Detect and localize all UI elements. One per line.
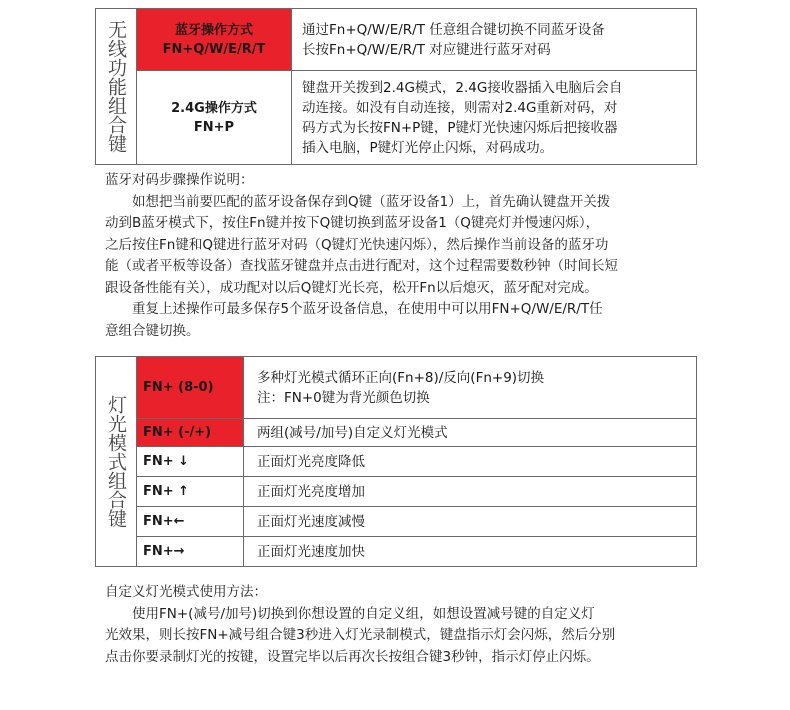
desc-line: 键盘开关拨到2.4G模式，2.4G接收器插入电脑后会自 bbox=[302, 79, 623, 96]
bluetooth-steps-section bbox=[105, 170, 695, 342]
light-desc-cell bbox=[244, 447, 697, 477]
light-desc-line: 正面灯光速度加快 bbox=[257, 543, 365, 560]
light-desc-line: 多种灯光模式循环正向(Fn+8)/反向(Fn+9)切换 bbox=[257, 369, 545, 386]
light-desc-cell bbox=[244, 507, 697, 537]
light-desc-cell bbox=[244, 357, 697, 419]
custom-light-line: 使用FN+(减号/加号)切换到你想设置的自定义组，如想设置减号键的自定义灯 bbox=[132, 605, 595, 622]
light-desc-line: 正面灯光亮度降低 bbox=[257, 453, 365, 470]
light-key-cell bbox=[137, 357, 244, 419]
light-keys-table bbox=[95, 356, 697, 567]
custom-light-section bbox=[105, 582, 695, 668]
bluetooth-steps-line: 意组合键切换。 bbox=[105, 322, 200, 339]
light-key-cell bbox=[137, 537, 244, 567]
light-key-cell bbox=[137, 419, 244, 447]
bluetooth-mode-key-cell bbox=[137, 9, 292, 71]
desc-line: 长按Fn+Q/W/E/R/T 对应键进行蓝牙对码 bbox=[302, 41, 551, 58]
light-desc-line: 两组(减号/加号)自定义灯光模式 bbox=[257, 424, 448, 441]
wireless-side-title: 无线功能组合键 bbox=[105, 20, 127, 153]
light-key: FN+← bbox=[143, 514, 185, 529]
light-desc-cell bbox=[244, 537, 697, 567]
wireless-side-title-cell bbox=[96, 9, 137, 165]
bluetooth-mode-desc bbox=[292, 9, 697, 71]
desc-line: 插入电脑，P键灯光停止闪烁，对码成功。 bbox=[302, 139, 554, 156]
light-key-cell bbox=[137, 447, 244, 477]
light-side-title-cell bbox=[96, 357, 137, 567]
light-key: FN+ (-/+) bbox=[143, 425, 212, 440]
bluetooth-mode-label: 蓝牙操作方式 bbox=[174, 22, 253, 38]
bluetooth-steps-line: 重复上述操作可最多保存5个蓝牙设备信息，在使用中可以用FN+Q/W/E/R/T任 bbox=[132, 301, 603, 317]
bluetooth-steps-line: 跟设备性能有关），成功配对以后Q键灯光长亮，松开Fn以后熄灭，蓝牙配对完成。 bbox=[105, 279, 598, 296]
custom-light-line: 光效果，则长按FN+减号组合键3秒进入灯光录制模式，键盘指示灯会闪烁，然后分别 bbox=[105, 627, 616, 643]
bluetooth-steps-line: 如想把当前要匹配的蓝牙设备保存到Q键（蓝牙设备1）上，首先确认键盘开关拨 bbox=[132, 193, 611, 210]
bluetooth-steps-line: 动到B蓝牙模式下，按住Fn键并按下Q键切换到蓝牙设备1（Q键亮灯并慢速闪烁）， bbox=[105, 215, 600, 231]
2g4-mode-key-cell bbox=[137, 71, 292, 165]
light-desc-cell bbox=[244, 419, 697, 447]
light-desc-line: 正面灯光亮度增加 bbox=[257, 483, 365, 500]
light-key: FN+ ↑ bbox=[143, 484, 190, 499]
wireless-keys-table bbox=[95, 8, 697, 165]
light-key: FN+ ↓ bbox=[143, 454, 190, 469]
light-desc-line: 注：FN+0键为背光颜色切换 bbox=[257, 389, 430, 406]
light-key: FN+→ bbox=[143, 544, 185, 559]
bluetooth-steps-line: 能（或者平板等设备）查找蓝牙键盘并点击进行配对，这个过程需要数秒钟（时间长短 bbox=[105, 258, 618, 274]
custom-light-title: 自定义灯光模式使用方法： bbox=[105, 584, 267, 600]
custom-light-line: 点击你要录制灯光的按键，设置完毕以后再次长按组合键3秒钟，指示灯停止闪烁。 bbox=[105, 648, 600, 665]
2g4-mode-label: 2.4G操作方式 bbox=[171, 100, 257, 116]
desc-line: 动连接。如没有自动连接，则需对2.4G重新对码，对 bbox=[302, 99, 618, 116]
light-key-cell bbox=[137, 477, 244, 507]
2g4-mode-keys: FN+P bbox=[193, 119, 235, 135]
light-key-cell bbox=[137, 507, 244, 537]
desc-line: 码方式为长按FN+P键，P键灯光快速闪烁后把接收器 bbox=[302, 119, 618, 136]
2g4-mode-desc bbox=[292, 71, 697, 165]
desc-line: 通过Fn+Q/W/E/R/T 任意组合键切换不同蓝牙设备 bbox=[302, 21, 605, 38]
light-desc-line: 正面灯光速度减慢 bbox=[257, 513, 365, 530]
light-key: FN+ (8-0) bbox=[143, 380, 214, 395]
bluetooth-steps-title: 蓝牙对码步骤操作说明： bbox=[105, 172, 254, 188]
light-desc-cell bbox=[244, 477, 697, 507]
bluetooth-steps-line: 之后按住Fn键和Q键进行蓝牙对码（Q键灯光快速闪烁），然后操作当前设备的蓝牙功 bbox=[105, 236, 609, 253]
bluetooth-mode-keys: FN+Q/W/E/R/T bbox=[162, 41, 266, 57]
light-side-title: 灯光模式组合键 bbox=[105, 395, 127, 528]
